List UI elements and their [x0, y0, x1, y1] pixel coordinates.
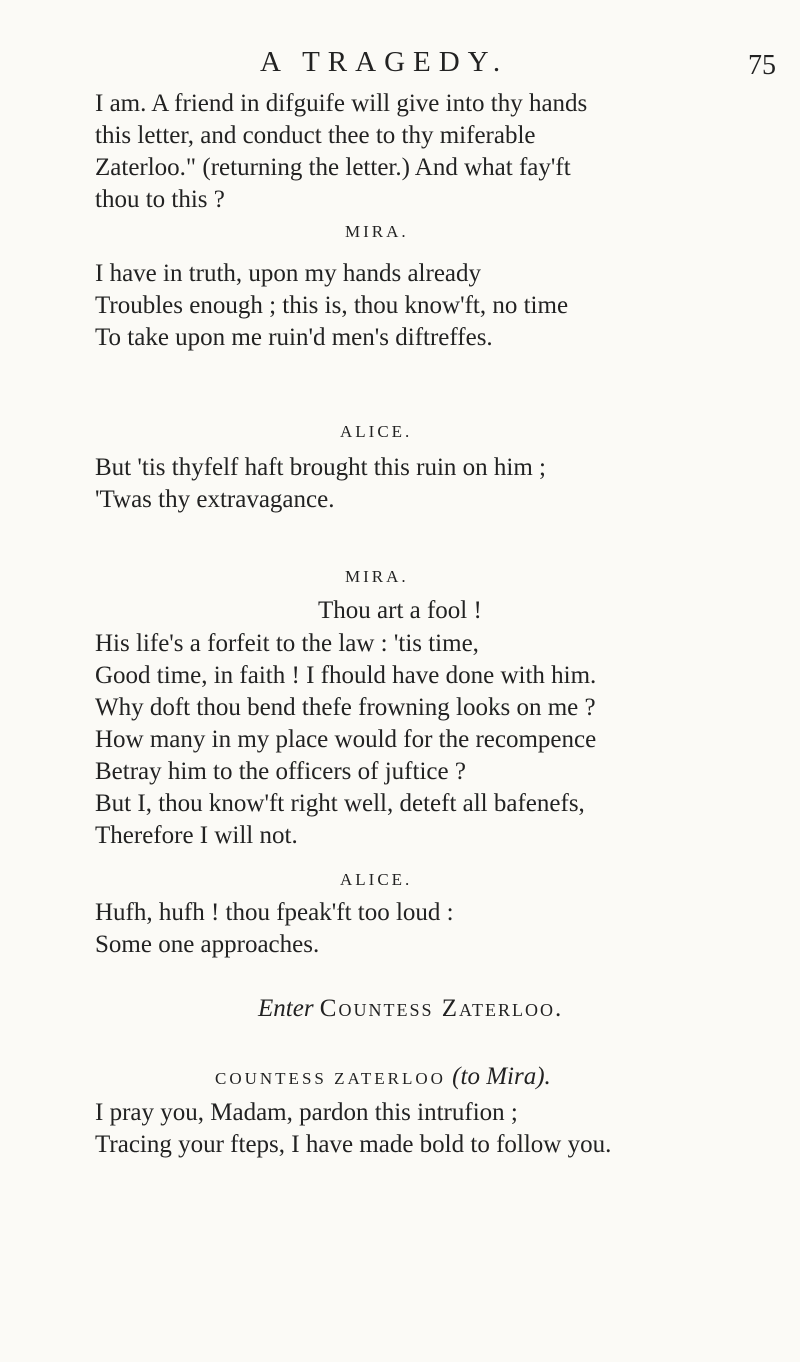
speaker-label: ALICE. [340, 422, 413, 441]
speaker-label: COUNTESS ZATERLOO [215, 1069, 446, 1088]
speaker-label: MIRA. [345, 222, 409, 241]
speech-paragraph-1: I am. A friend in difguife will give into thy hands this letter, and conduct thee to thy miferable Zaterloo." (returning the letter.) And what fay'ft thou to this ? [95, 90, 588, 213]
speech-paragraph-5: Hufh, hufh ! thou fpeak'ft too loud : Some one approaches. [95, 899, 454, 958]
speech-paragraph-6: I pray you, Madam, pardon this intrufion ; Tracing your fteps, I have made bold to follow you. [95, 1099, 612, 1158]
speech-line-half: Thou art a fool ! [318, 597, 482, 624]
running-title: A TRAGEDY. [260, 46, 509, 78]
speech-paragraph-4: His life's a forfeit to the law : 'tis time, Good time, in faith ! I fhould have done with him. Why doft thou bend thefe frowning looks on me ? How many in my place would for the recompence Betray him to the officers of juftice ? But I, thou know'ft right well, deteft all bafenefs, Therefore I will not. [95, 630, 597, 849]
speech-paragraph-2: I have in truth, upon my hands already Troubles enough ; this is, thou know'ft, no time To take upon me ruin'd men's diftreffes. [95, 260, 569, 351]
speaker-label: ALICE. [340, 870, 413, 889]
speaker-label: MIRA. [345, 567, 409, 586]
stage-enter-word: Enter [258, 995, 314, 1022]
stage-direction [258, 995, 563, 1023]
stage-character-name: Countess Zaterloo. [319, 995, 564, 1022]
page-number: 75 [748, 50, 776, 81]
speaker-line-countess [215, 1063, 551, 1091]
speaker-direction: (to Mira). [452, 1063, 551, 1090]
speech-paragraph-3: But 'tis thyfelf haft brought this ruin on him ; 'Twas thy extravagance. [95, 454, 547, 513]
